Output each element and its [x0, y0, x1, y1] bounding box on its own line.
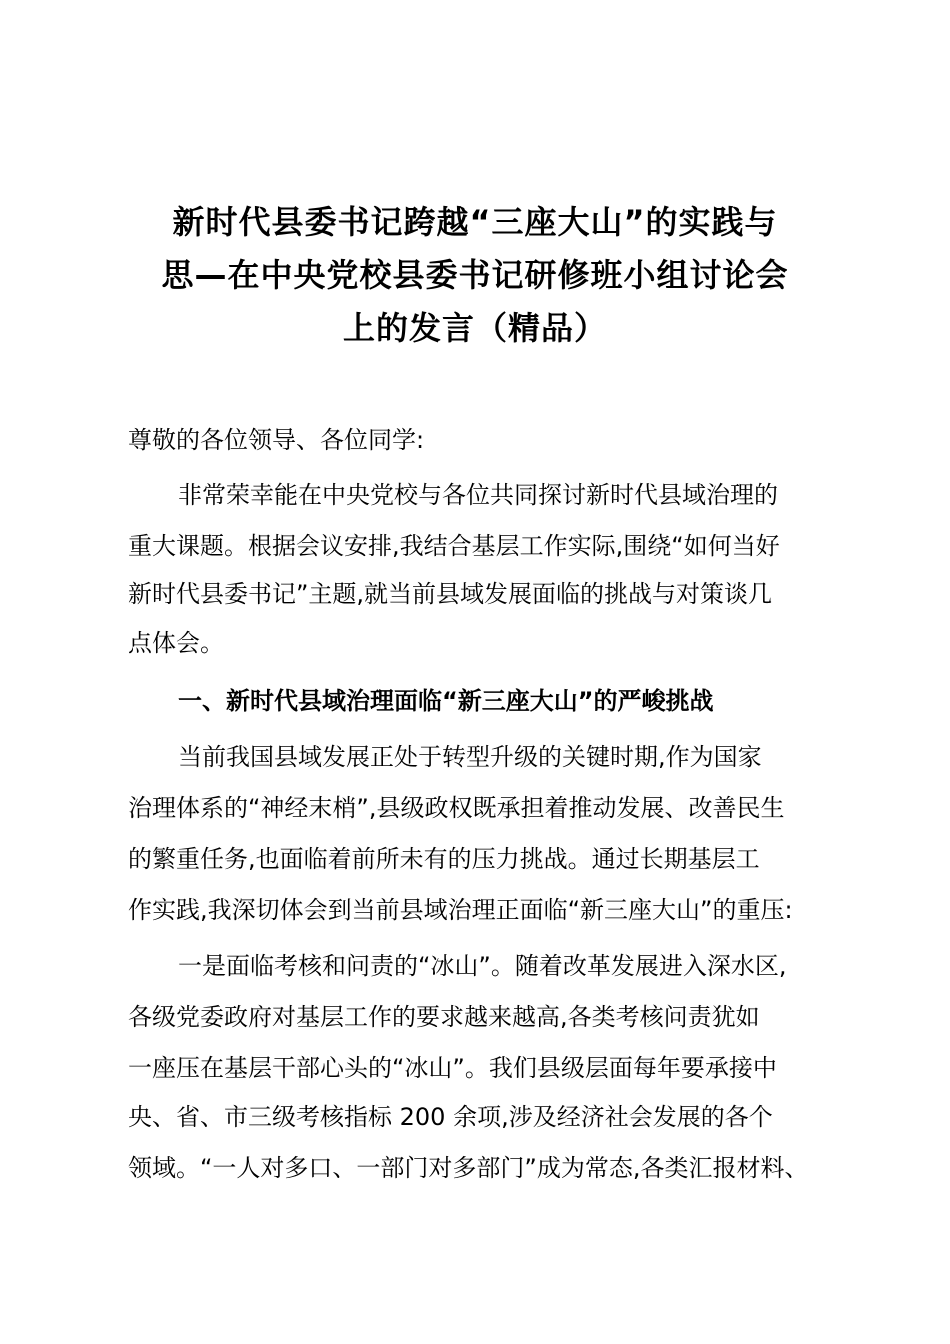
- document-title: [128, 196, 822, 355]
- intro-line-2: 重大课题。根据会议安排,我结合基层工作实际,围绕“如何当好: [128, 532, 780, 560]
- section-heading-1: 一、新时代县域治理面临“新三座大山”的严峻挑战: [178, 687, 714, 715]
- intro-line-3: 新时代县委书记”主题,就当前县域发展面临的挑战与对策谈几: [128, 580, 773, 608]
- para2-line-3: 的繁重任务,也面临着前所未有的压力挑战。通过长期基层工: [128, 845, 760, 873]
- para3-line-5: 领域。“一人对多口、一部门对多部门”成为常态,各类汇报材料、: [128, 1154, 809, 1182]
- intro-line-4: 点体会。: [128, 629, 224, 657]
- para2-line-1: 当前我国县域发展正处于转型升级的关键时期,作为国家: [178, 743, 762, 771]
- para3-line-2: 各级党委政府对基层工作的要求越来越高,各类考核问责犹如: [128, 1003, 760, 1031]
- title-line-3: 上的发言（精品）: [342, 309, 607, 347]
- para3-line-4: 央、省、市三级考核指标 200 余项,涉及经济社会发展的各个: [128, 1103, 773, 1131]
- salutation: 尊敬的各位领导、各位同学:: [128, 426, 425, 454]
- para2-line-2: 治理体系的“神经末梢”,县级政权既承担着推动发展、改善民生: [128, 794, 785, 822]
- title-line-2: 思—在中央党校县委书记研修班小组讨论会: [161, 256, 789, 294]
- para2-line-4: 作实践,我深切体会到当前县域治理正面临“新三座大山”的重压:: [128, 896, 793, 924]
- title-line-1: 新时代县委书记跨越“三座大山”的实践与: [172, 203, 778, 241]
- para3-line-1: 一是面临考核和问责的“冰山”。随着改革发展进入深水区,: [178, 952, 787, 980]
- para3-line-3: 一座压在基层干部心头的“冰山”。我们县级层面每年要承接中: [128, 1054, 777, 1082]
- intro-line-1: 非常荣幸能在中央党校与各位共同探讨新时代县域治理的: [178, 481, 778, 509]
